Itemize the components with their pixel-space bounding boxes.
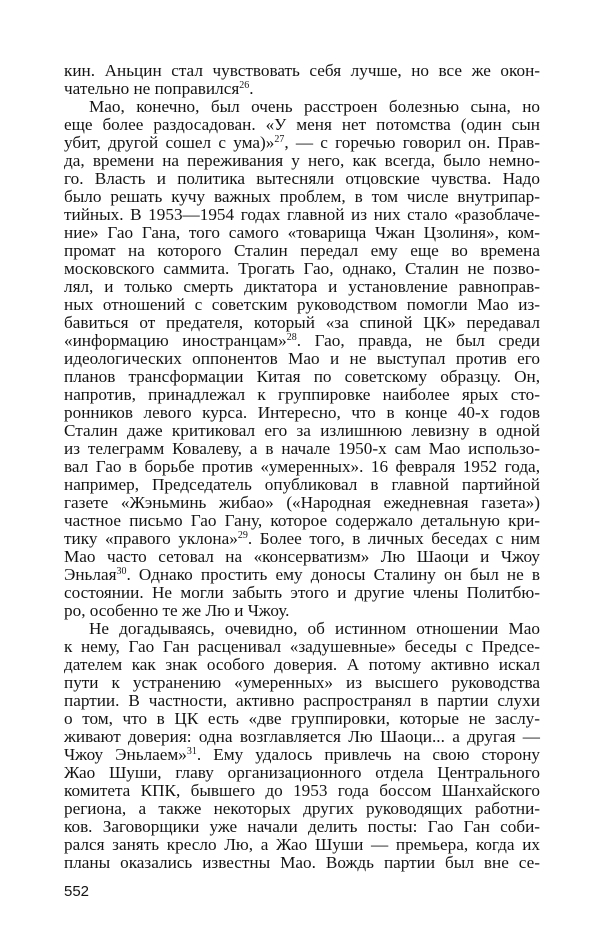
line-text: идеологических оппонентов Мао и не выступал против его: [64, 349, 540, 368]
text-line: [64, 782, 540, 800]
line-text: живают доверия: одна возглавляется Лю Шаоци... а другая —: [64, 727, 540, 746]
text-line: [64, 116, 540, 134]
text-line: [64, 332, 540, 350]
line-text: Мао часто сетовал на «консерватизм» Лю Шаоци и Чжоу: [64, 547, 540, 566]
text-line: [64, 368, 540, 386]
line-text: планы оказались известны Мао. Вождь партии был вне се-: [64, 853, 540, 872]
text-line: [64, 818, 540, 836]
text-line: [64, 584, 540, 602]
line-text: партии. В частности, активно распространял в партии слухи: [64, 691, 540, 710]
text-line: [64, 476, 540, 494]
text-line: [64, 62, 540, 80]
text-line: [64, 188, 540, 206]
text-line: [64, 404, 540, 422]
line-text-after-footnote: . Более того, в личных беседах с ним: [247, 529, 540, 548]
line-text: газете «Жэньминь жибао» («Народная ежедневная газета»): [64, 493, 540, 512]
line-text-after-footnote: , — с горечью говорил он. Прав-: [284, 133, 540, 152]
line-text: ро, особенно те же Лю и Чжоу.: [64, 601, 290, 620]
line-text: например, Председатель опубликовал в главной партийной: [64, 475, 540, 494]
line-text: тийных. В 1953—1954 годах главной из них стало «разоблаче-: [64, 205, 540, 224]
line-text: частное письмо Гао Гану, которое содержало детальную кри-: [64, 511, 540, 530]
line-text: бавиться от предателя, который «за спиной ЦК» передавал: [64, 313, 540, 332]
line-text: о том, что в ЦК есть «две группировки, которые не заслу-: [64, 709, 540, 728]
text-line: [64, 566, 540, 584]
line-text: чательно не поправился: [64, 79, 240, 98]
line-text: планов трансформации Китая по советскому образцу. Он,: [64, 367, 540, 386]
text-line: [64, 602, 540, 620]
line-text: Жао Шуши, главу организационного отдела Центрального: [64, 763, 540, 782]
text-line: [64, 512, 540, 530]
text-line: [64, 422, 540, 440]
footnote-marker: 29: [237, 530, 248, 541]
line-text: тику «правого уклона»: [64, 529, 238, 548]
line-text: ных отношений с советским руководством помогли Мао из-: [64, 295, 540, 314]
paragraph: [64, 620, 540, 872]
text-line: [64, 530, 540, 548]
text-line: [64, 638, 540, 656]
line-text: промат на которого Сталин передал ему еще во времена: [64, 241, 540, 260]
text-line: [64, 134, 540, 152]
footnote-marker: 26: [239, 80, 250, 91]
line-text: из телеграмм Ковалеву, а в начале 1950-х сам Мао использо-: [64, 439, 540, 458]
text-line: [64, 764, 540, 782]
paragraph: [64, 62, 540, 98]
line-text: Мао, конечно, был очень расстроен болезнью сына, но: [89, 97, 540, 116]
text-line: [64, 458, 540, 476]
line-text-after-footnote: . Гао, правда, не был среди: [296, 331, 540, 350]
line-text: го. Власть и политика вытесняли отцовские чувства. Надо: [64, 169, 540, 188]
text-line: [64, 152, 540, 170]
line-text-after-footnote: . Однако простить ему доносы Сталину он был не в: [126, 565, 540, 584]
text-line: [64, 80, 540, 98]
line-text: Эньлая: [64, 565, 117, 584]
body-text: [64, 62, 540, 872]
text-line: [64, 710, 540, 728]
line-text: лял, и только смерть диктатора и установление равноправ-: [64, 277, 540, 296]
line-text: убит, другой сошел с ума)»: [64, 133, 275, 152]
line-text: региона, а также некоторых других руководящих работни-: [64, 799, 540, 818]
text-line: [64, 800, 540, 818]
footnote-marker: 28: [286, 332, 297, 343]
footnote-marker: 27: [274, 134, 285, 145]
text-line: [64, 656, 540, 674]
line-text: еще более раздосадован. «У меня нет потомства (один сын: [64, 115, 540, 134]
line-text: «информацию иностранцам»: [64, 331, 287, 350]
line-text: напротив, принадлежал к группировке наиболее ярых сто-: [64, 385, 540, 404]
text-line: [64, 548, 540, 566]
text-line: [64, 170, 540, 188]
line-text: дателем как знак особого доверия. А потому активно искал: [64, 655, 540, 674]
text-line: [64, 494, 540, 512]
line-text: Не догадываясь, очевидно, об истинном отношении Мао: [89, 619, 540, 638]
line-text: состоянии. Не могли забыть этого и другие члены Политбю-: [64, 583, 540, 602]
text-line: [64, 620, 540, 638]
line-text: ние» Гао Гана, того самого «товарища Чжан Цзолиня», ком-: [64, 223, 540, 242]
text-line: [64, 836, 540, 854]
line-text: ронников левого курса. Интересно, что в конце 40-х годов: [64, 403, 540, 422]
text-line: [64, 728, 540, 746]
line-text: московского саммита. Трогать Гао, однако, Сталин не позво-: [64, 259, 540, 278]
line-text-after-footnote: .: [249, 79, 254, 98]
line-text: к нему, Гао Ган расценивал «задушевные» беседы с Предсе-: [64, 637, 540, 656]
footnote-marker: 30: [116, 566, 127, 577]
page-number: 552: [64, 883, 90, 900]
text-line: [64, 386, 540, 404]
text-line: [64, 314, 540, 332]
line-text: комитета КПК, бывшего до 1953 года боссом Шанхайского: [64, 781, 540, 800]
line-text: Сталин даже критиковал его за излишнюю левизну в одной: [64, 421, 540, 440]
line-text-after-footnote: . Ему удалось привлечь на свою сторону: [196, 745, 540, 764]
text-line: [64, 278, 540, 296]
text-line: [64, 854, 540, 872]
text-line: [64, 296, 540, 314]
text-line: [64, 350, 540, 368]
text-line: [64, 98, 540, 116]
line-text: рался занять кресло Лю, а Жао Шуши — премьера, когда их: [64, 835, 540, 854]
line-text: ков. Заговорщики уже начали делить посты: Гао Ган соби-: [64, 817, 540, 836]
line-text: пути к устранению «умеренных» из высшего руководства: [64, 673, 540, 692]
text-line: [64, 224, 540, 242]
line-text: было решать кучу важных проблем, в том числе внутрипар-: [64, 187, 540, 206]
text-line: [64, 260, 540, 278]
paragraph: [64, 98, 540, 620]
line-text: да, времени на переживания у него, как всегда, было немно-: [64, 151, 540, 170]
line-text: Чжоу Эньлаем»: [64, 745, 187, 764]
text-line: [64, 674, 540, 692]
text-line: [64, 746, 540, 764]
text-line: [64, 242, 540, 260]
text-line: [64, 440, 540, 458]
text-line: [64, 692, 540, 710]
text-line: [64, 206, 540, 224]
line-text: кин. Аньцин стал чувствовать себя лучше, но все же окон-: [64, 61, 540, 80]
line-text: вал Гао в борьбе против «умеренных». 16 февраля 1952 года,: [64, 457, 540, 476]
footnote-marker: 31: [186, 746, 197, 757]
